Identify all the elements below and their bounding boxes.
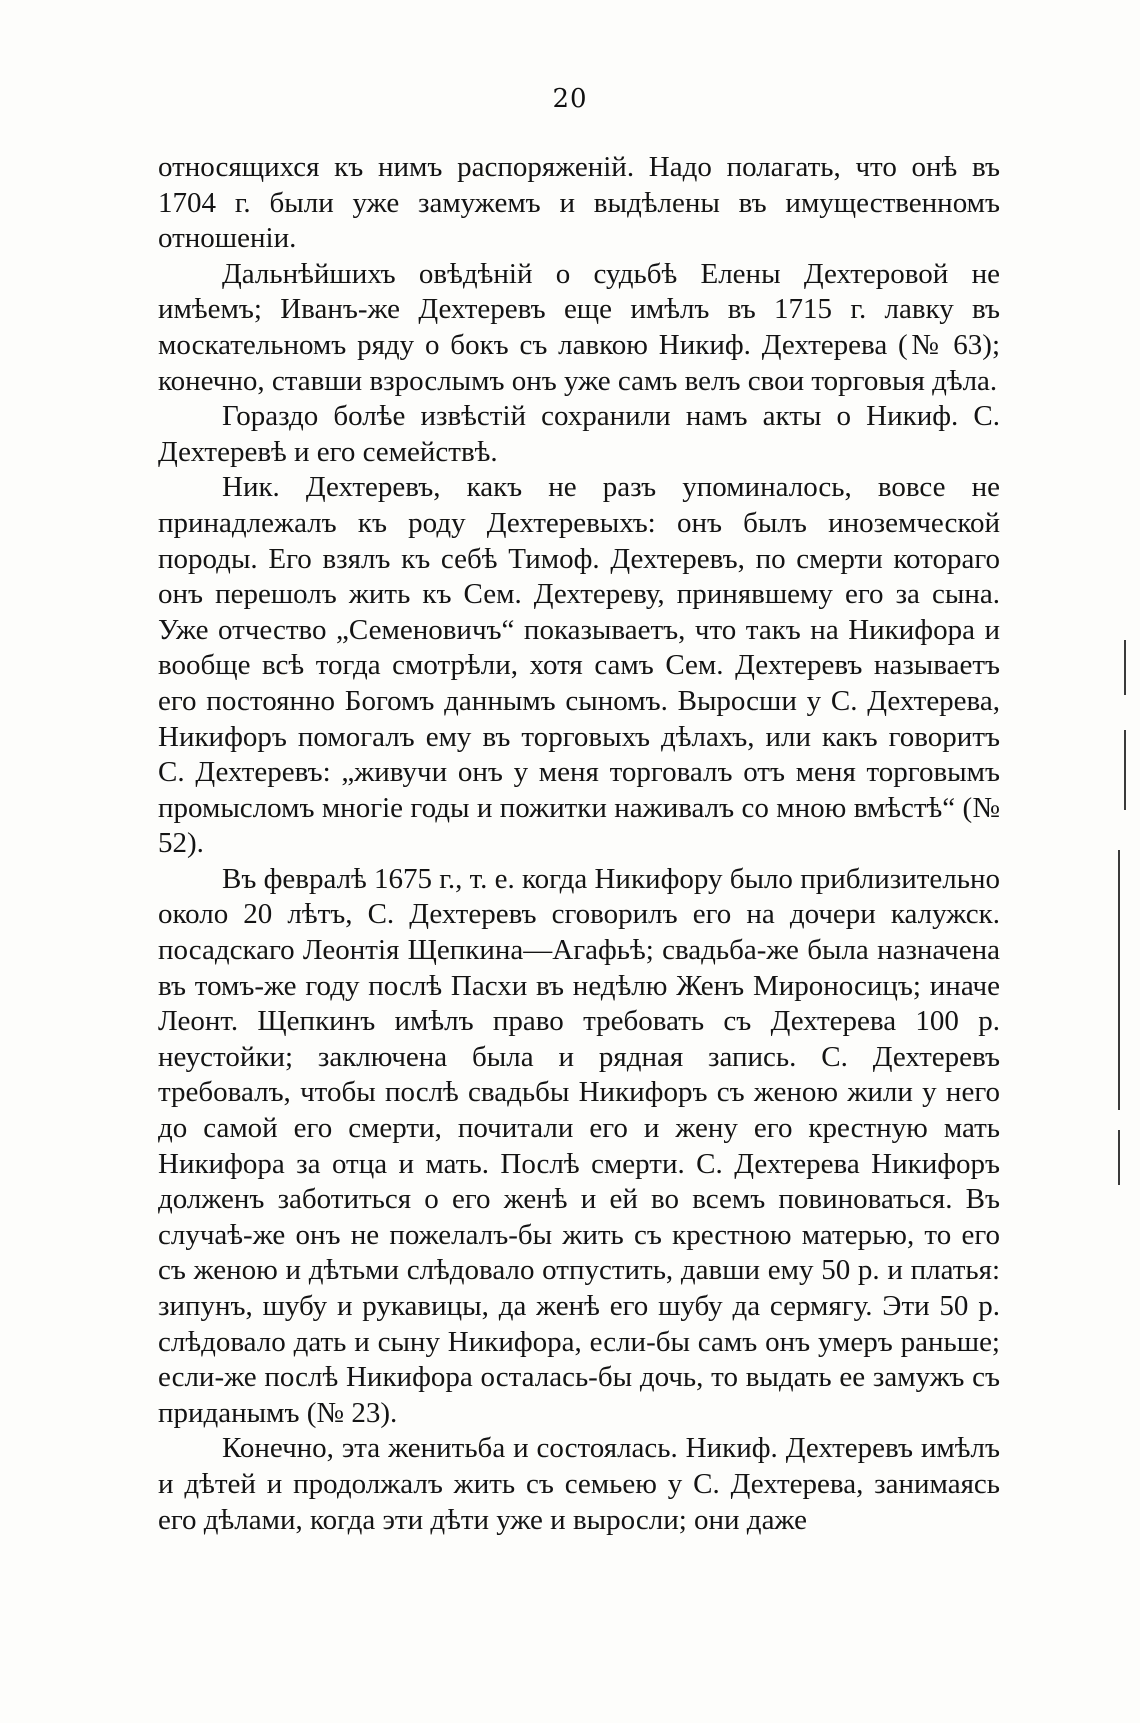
- margin-scan-line: [1124, 640, 1126, 695]
- body-text: [158, 150, 1000, 1538]
- paragraph-acts-nikifor: Гораздо болѣе извѣстій сохранили намъ акты о Никиф. С. Дехтеревѣ и его семействѣ.: [158, 400, 1000, 468]
- margin-scan-line: [1118, 850, 1120, 1110]
- paragraph-marriage-1675: Въ февралѣ 1675 г., т. е. когда Никифору было приблизительно около 20 лѣтъ, С. Дехтеревъ сговорилъ его на дочери калужск. посадскаго Леонтія Щепкина—Агафьѣ; свадьба-же была назначена въ томъ-же году послѣ Пасхи въ недѣлю Женъ Мироносицъ; иначе Леонт. Щепкинъ имѣлъ право требовать съ Дехтерева 100 р. неустойки; заключена была и рядная запись. С. Дехтеревъ требовалъ, чтобы послѣ свадьбы Никифоръ съ женою жили у него до самой его смерти, почитали его и жену его крестную мать Никифора за отца и мать. Послѣ смерти. С. Дехтерева Никифоръ долженъ заботиться о его женѣ и ей во всемъ повиноваться. Въ случаѣ-же онъ не пожелалъ-бы жить съ крестною матерью, то его съ женою и дѣтьми слѣдовало отпустить, давши ему 50 р. и платья: зипунъ, шубу и рукавицы, да женѣ его шубу да сермягу. Эти 50 р. слѣдовало дать и сыну Никифора, если-бы самъ онъ умеръ раньше; если-же послѣ Никифора осталась-бы дочь, то выдать ее замужъ съ приданымъ (№ 23).: [158, 862, 1000, 1429]
- margin-scan-line: [1124, 730, 1126, 810]
- paragraph-origin-nikifor: Ник. Дехтеревъ, какъ не разъ упоминалось, вовсе не принадлежалъ къ роду Дехтеревыхъ: онъ былъ иноземческой породы. Его взялъ къ себѣ Тимоф. Дехтеревъ, по смерти котораго онъ перешолъ жить къ Сем. Дехтереву, принявшему его за сына. Уже отчество „Семеновичъ“ показываетъ, что такъ на Никифора и вообще всѣ тогда смотрѣли, хотя самъ Сем. Дехтеревъ называетъ его постоянно Богомъ даннымъ сыномъ. Выросши у С. Дехтерева, Никифоръ помогалъ ему въ торговыхъ дѣлахъ, или какъ говоритъ С. Дехтеревъ: „живучи онъ у меня торговалъ отъ меня торговымъ промысломъ многіе годы и пожитки наживалъ со мною вмѣстѣ“ (№ 52).: [158, 471, 1000, 860]
- paragraph-family-life: Конечно, эта женитьба и состоялась. Никиф. Дехтеревъ имѣлъ и дѣтей и продолжалъ жить съ семьею у С. Дехтерева, занимаясь его дѣлами, когда эти дѣти уже и выросли; они даже: [158, 1432, 1000, 1536]
- paragraph-continuation: относящихся къ нимъ распоряженій. Надо полагать, что онѣ въ 1704 г. были уже замужемъ и выдѣлены въ имущественномъ отношеніи.: [158, 151, 1000, 255]
- page-number: 20: [552, 84, 588, 114]
- paragraph-elena-dekhtereva: Дальнѣйшихъ овѣдѣній о судьбѣ Елены Дехтеровой не имѣемъ; Иванъ-же Дехтеревъ еще имѣлъ въ 1715 г. лавку въ москательномъ ряду о бокъ съ лавкою Никиф. Дехтерева (№ 63); конечно, ставши взрослымъ онъ уже самъ велъ свои торговыя дѣла.: [158, 257, 1000, 397]
- margin-scan-line: [1118, 1130, 1120, 1185]
